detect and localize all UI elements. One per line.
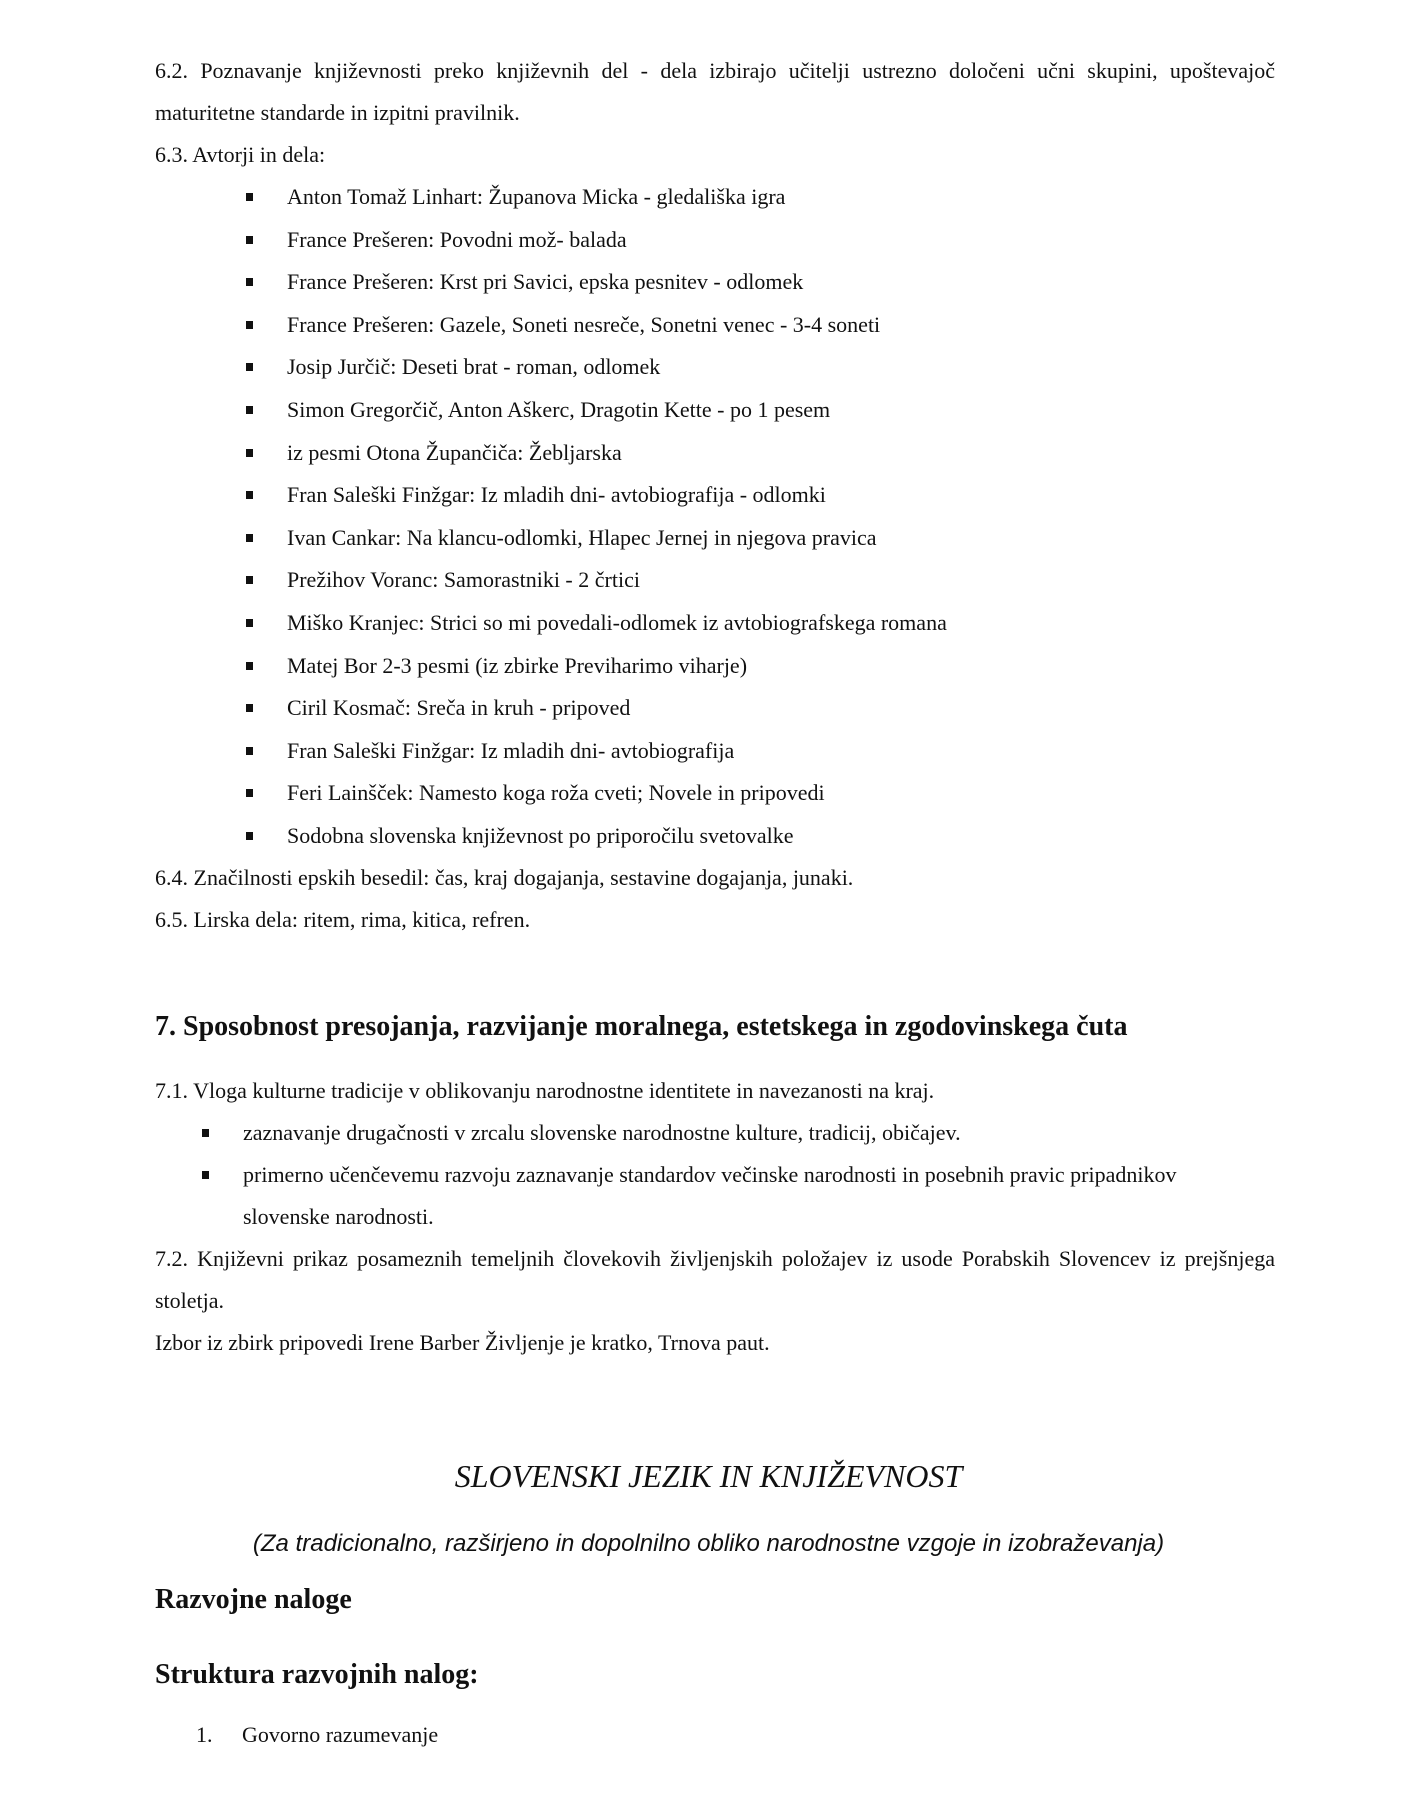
paragraph-6-3: 6.3. Avtorji in dela: (155, 142, 326, 167)
bullet-icon (202, 1171, 209, 1179)
bullet-icon (246, 832, 253, 840)
bullet-icon (246, 406, 253, 414)
section-7-heading: 7. Sposobnost presojanja, razvijanje moralnega, estetskega in zgodovinskega čuta (155, 1011, 1128, 1042)
bullet-icon (246, 704, 253, 712)
bullet-icon (246, 449, 253, 457)
bullet-icon (202, 1129, 209, 1137)
list-item: Matej Bor 2-3 pesmi (iz zbirke Previharimo viharje) (155, 645, 1255, 688)
sub-list (155, 1112, 1275, 1238)
list-item: France Prešeren: Gazele, Soneti nesreče, Sonetni venec - 3-4 soneti (155, 304, 1255, 347)
list-item: primerno učenčevemu razvoju zaznavanje standardov večinske narodnosti in posebnih pravic pripadnikov slovenske narodnosti. (155, 1154, 1275, 1238)
authors-list (155, 176, 1255, 858)
bullet-icon (246, 789, 253, 797)
section-title: SLOVENSKI JEZIK IN KNJIŽEVNOST (454, 1458, 963, 1494)
bullet-icon (246, 619, 253, 627)
paragraph-7-2-selection: Izbor iz zbirk pripovedi Irene Barber Življenje je kratko, Trnova paut. (155, 1330, 770, 1355)
item-label: Govorno razumevanje (242, 1722, 439, 1747)
list-item: Ciril Kosmač: Sreča in kruh - pripoved (155, 687, 1255, 730)
list-item: Feri Lainšček: Namesto koga roža cveti; Novele in pripovedi (155, 772, 1255, 815)
bullet-icon (246, 236, 253, 244)
paragraph-6-4: 6.4. Značilnosti epskih besedil: čas, kraj dogajanja, sestavine dogajanja, junaki. (155, 865, 854, 890)
paragraph-6-5: 6.5. Lirska dela: ritem, rima, kitica, refren. (155, 907, 531, 932)
paragraph-7-1: 7.1. Vloga kulturne tradicije v oblikovanju narodnostne identitete in navezanosti na kraj. (155, 1078, 935, 1103)
list-item: France Prešeren: Krst pri Savici, epska pesnitev - odlomek (155, 261, 1255, 304)
heading-razvojne-naloge: Razvojne naloge (155, 1584, 352, 1615)
bullet-icon (246, 747, 253, 755)
list-item: Anton Tomaž Linhart: Županova Micka - gledališka igra (155, 176, 1255, 219)
list-item: Sodobna slovenska književnost po priporočilu svetovalke (155, 815, 1255, 858)
bullet-icon (246, 662, 253, 670)
bullet-icon (246, 534, 253, 542)
bullet-icon (246, 278, 253, 286)
section-subtitle: (Za tradicionalno, razširjeno in dopolnilno obliko narodnostne vzgoje in izobraževanja) (252, 1530, 1165, 1557)
list-item: Fran Saleški Finžgar: Iz mladih dni- avtobiografija (155, 730, 1255, 773)
list-item: Prežihov Voranc: Samorastniki - 2 črtici (155, 559, 1255, 602)
list-item: Miško Kranjec: Strici so mi povedali-odlomek iz avtobiografskega romana (155, 602, 1255, 645)
bullet-icon (246, 576, 253, 584)
bullet-icon (246, 491, 253, 499)
numbered-item (196, 1718, 438, 1752)
list-item: Simon Gregorčič, Anton Aškerc, Dragotin Kette - po 1 pesem (155, 389, 1255, 432)
paragraph-7-2: 7.2. Književni prikaz posameznih temeljnih človekovih življenjskih položajev iz usode Porabskih Slovencev iz prejšnjega stoletja. (155, 1246, 1275, 1313)
list-item: Fran Saleški Finžgar: Iz mladih dni- avtobiografija - odlomki (155, 474, 1255, 517)
bullet-icon (246, 193, 253, 201)
list-item: iz pesmi Otona Župančiča: Žebljarska (155, 432, 1255, 475)
list-item: France Prešeren: Povodni mož- balada (155, 219, 1255, 262)
bullet-icon (246, 363, 253, 371)
list-item: Ivan Cankar: Na klancu-odlomki, Hlapec Jernej in njegova pravica (155, 517, 1255, 560)
list-item: zaznavanje drugačnosti v zrcalu slovenske narodnostne kulture, tradicij, običajev. (155, 1112, 1275, 1154)
list-item: Josip Jurčič: Deseti brat - roman, odlomek (155, 346, 1255, 389)
bullet-icon (246, 321, 253, 329)
paragraph-6-2: 6.2. Poznavanje književnosti preko književnih del - dela izbirajo učitelji ustrezno določeni učni skupini, upoštevajoč maturitetne standarde in izpitni pravilnik. (155, 58, 1275, 125)
item-number: 1. (196, 1722, 213, 1747)
heading-struktura: Struktura razvojnih nalog: (155, 1659, 479, 1690)
